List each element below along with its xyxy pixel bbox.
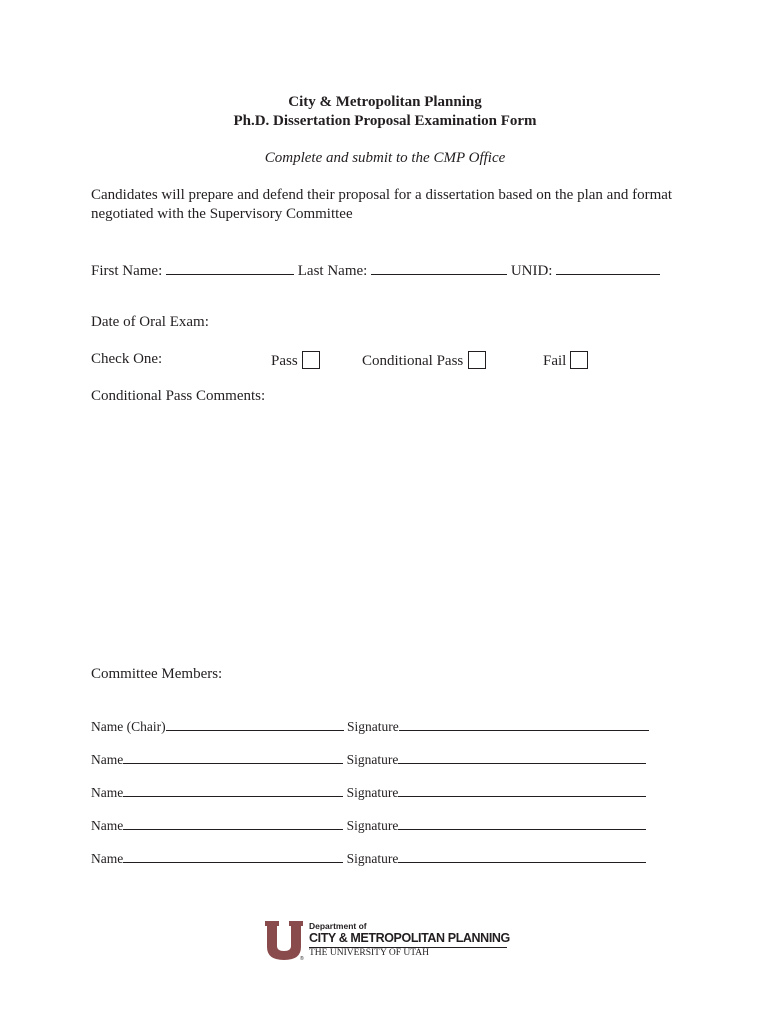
university-logo bbox=[264, 919, 514, 963]
name-label: Name bbox=[91, 851, 124, 866]
logo-department-text: Department of bbox=[309, 921, 367, 931]
name-label: Name bbox=[91, 752, 124, 767]
signature-label: Signature bbox=[346, 785, 399, 800]
intro-paragraph: Candidates will prepare and defend their proposal for a dissertation based on the plan and format negotiated with the Supervisory Committee bbox=[91, 187, 673, 222]
comments-area[interactable] bbox=[91, 410, 681, 650]
name-field[interactable] bbox=[123, 817, 343, 830]
committee-heading: Committee Members: bbox=[91, 666, 223, 682]
pass-checkbox[interactable] bbox=[302, 351, 320, 369]
check-one-label: Check One: bbox=[91, 351, 163, 367]
form-subtitle: Complete and submit to the CMP Office bbox=[264, 150, 506, 166]
committee-row bbox=[91, 784, 646, 801]
signature-label: Signature bbox=[346, 719, 399, 734]
name-label: Name bbox=[91, 785, 124, 800]
unid-label: UNID: bbox=[510, 263, 553, 279]
signature-label: Signature bbox=[346, 818, 399, 833]
form-title-line1: City & Metropolitan Planning bbox=[288, 94, 482, 110]
last-name-label: Last Name: bbox=[297, 263, 368, 279]
signature-field[interactable] bbox=[398, 817, 646, 830]
logo-department-name: CITY & METROPOLITAN PLANNING bbox=[309, 931, 510, 945]
committee-row-chair bbox=[91, 718, 649, 735]
comments-label: Conditional Pass Comments: bbox=[91, 388, 266, 404]
fail-label: Fail bbox=[543, 353, 567, 369]
block-u-icon bbox=[264, 919, 304, 961]
form-title-line2: Ph.D. Dissertation Proposal Examination Form bbox=[233, 113, 537, 129]
signature-label: Signature bbox=[346, 752, 399, 767]
committee-row bbox=[91, 751, 646, 768]
date-label: Date of Oral Exam: bbox=[91, 314, 209, 330]
svg-text:®: ® bbox=[300, 956, 304, 961]
conditional-pass-label: Conditional Pass bbox=[362, 353, 464, 369]
signature-field[interactable] bbox=[399, 718, 649, 731]
name-label: Name bbox=[91, 818, 124, 833]
signature-label: Signature bbox=[346, 851, 399, 866]
name-field[interactable] bbox=[123, 850, 343, 863]
signature-field[interactable] bbox=[398, 751, 646, 764]
signature-field[interactable] bbox=[398, 850, 646, 863]
first-name-field[interactable] bbox=[166, 260, 294, 275]
name-label: Name (Chair) bbox=[91, 719, 166, 734]
conditional-pass-checkbox[interactable] bbox=[468, 351, 486, 369]
logo-university-text: THE UNIVERSITY OF UTAH bbox=[309, 948, 430, 958]
name-row bbox=[91, 260, 660, 280]
committee-row bbox=[91, 850, 646, 867]
fail-checkbox[interactable] bbox=[570, 351, 588, 369]
name-field[interactable] bbox=[166, 718, 344, 731]
signature-field[interactable] bbox=[398, 784, 646, 797]
name-field[interactable] bbox=[123, 784, 343, 797]
name-field[interactable] bbox=[123, 751, 343, 764]
unid-field[interactable] bbox=[556, 260, 660, 275]
last-name-field[interactable] bbox=[371, 260, 507, 275]
first-name-label: First Name: bbox=[91, 263, 163, 279]
pass-label: Pass bbox=[271, 353, 298, 369]
committee-row bbox=[91, 817, 646, 834]
